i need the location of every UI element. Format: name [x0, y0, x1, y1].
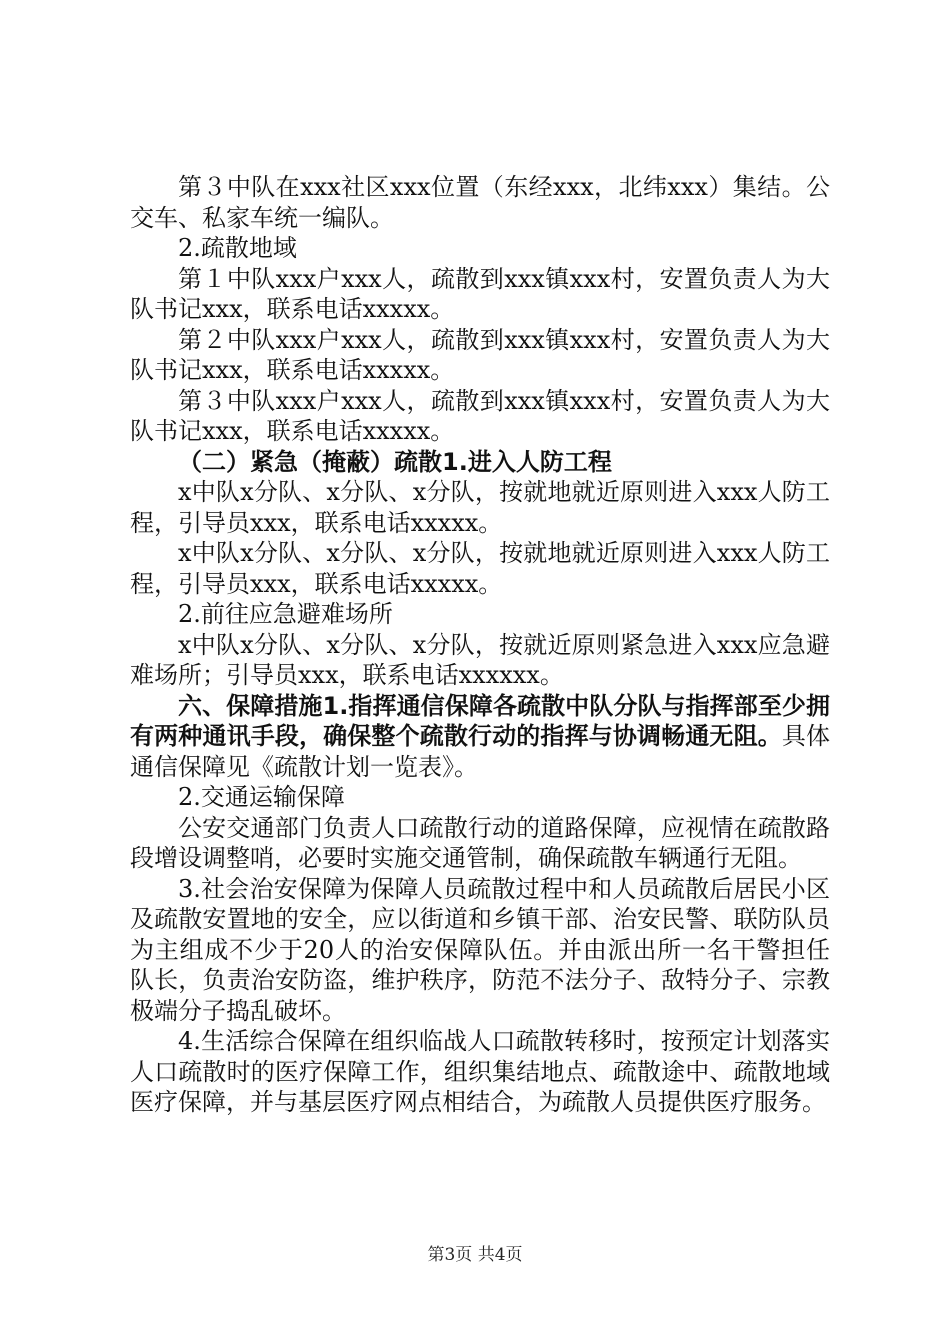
- heading-emergency-shelter: 2.前往应急避难场所: [178, 600, 393, 628]
- paragraph-squad-3: 第３中队xxx户xxx人，疏散到xxx镇xxx村，安置负责人为大队书记xxx，联系电话xxxxx。: [130, 386, 830, 445]
- document-body: [130, 172, 830, 1118]
- heading-evacuation-area: 2.疏散地域: [178, 234, 297, 262]
- paragraph-assembly-3: 第３中队在xxx社区xxx位置（东经xxx，北纬xxx）集结。公交车、私家车统一编队。: [130, 173, 830, 232]
- communication-table-note: 具体通信保障见《疏散计划一览表》。: [130, 722, 831, 781]
- heading-transport: 2.交通运输保障: [178, 783, 345, 811]
- heading-safeguard-measures: 六、保障措施1.指挥通信保障各疏散中队分队与指挥部至少拥有两种通讯手段，确保整个疏散行动的指挥与协调畅通无阻。: [130, 691, 830, 750]
- paragraph-life-support: 4.生活综合保障在组织临战人口疏散转移时，按预定计划落实人口疏散时的医疗保障工作，组织集结地点、疏散途中、疏散地域医疗保障，并与基层医疗网点相结合，为疏散人员提供医疗服务。: [130, 1027, 830, 1116]
- heading-emergency-evacuation: （二）紧急（掩蔽）疏散1.进入人防工程: [178, 447, 612, 476]
- paragraph-squad-1: 第１中队xxx户xxx人，疏散到xxx镇xxx村，安置负责人为大队书记xxx，联系电话xxxxx。: [130, 264, 830, 323]
- paragraph-transport: 公安交通部门负责人口疏散行动的道路保障，应视情在疏散路段增设调整哨，必要时实施交通管制，确保疏散车辆通行无阻。: [130, 813, 830, 872]
- paragraph-shelter-entry-2: x中队x分队、x分队、x分队，按就地就近原则进入xxx人防工程，引导员xxx，联系电话xxxxx。: [130, 539, 830, 598]
- paragraph-public-security: 3.社会治安保障为保障人员疏散过程中和人员疏散后居民小区及疏散安置地的安全，应以街道和乡镇干部、治安民警、联防队员为主组成不少于20人的治安保障队伍。并由派出所一名干警担任队长，负责治安防盗，维护秩序，防范不法分子、敌特分子、宗教极端分子捣乱破坏。: [130, 874, 830, 1025]
- page-number-footer: 第3页 共4页: [427, 1245, 523, 1265]
- paragraph-squad-2: 第２中队xxx户xxx人，疏散到xxx镇xxx村，安置负责人为大队书记xxx，联系电话xxxxx。: [130, 325, 830, 384]
- paragraph-emergency-shelter: x中队x分队、x分队、x分队，按就近原则紧急进入xxx应急避难场所；引导员xxx，联系电话xxxxxx。: [130, 630, 830, 689]
- paragraph-shelter-entry-1: x中队x分队、x分队、x分队，按就地就近原则进入xxx人防工程，引导员xxx，联系电话xxxxx。: [130, 478, 830, 537]
- paragraph-safeguard-measures: [130, 691, 830, 783]
